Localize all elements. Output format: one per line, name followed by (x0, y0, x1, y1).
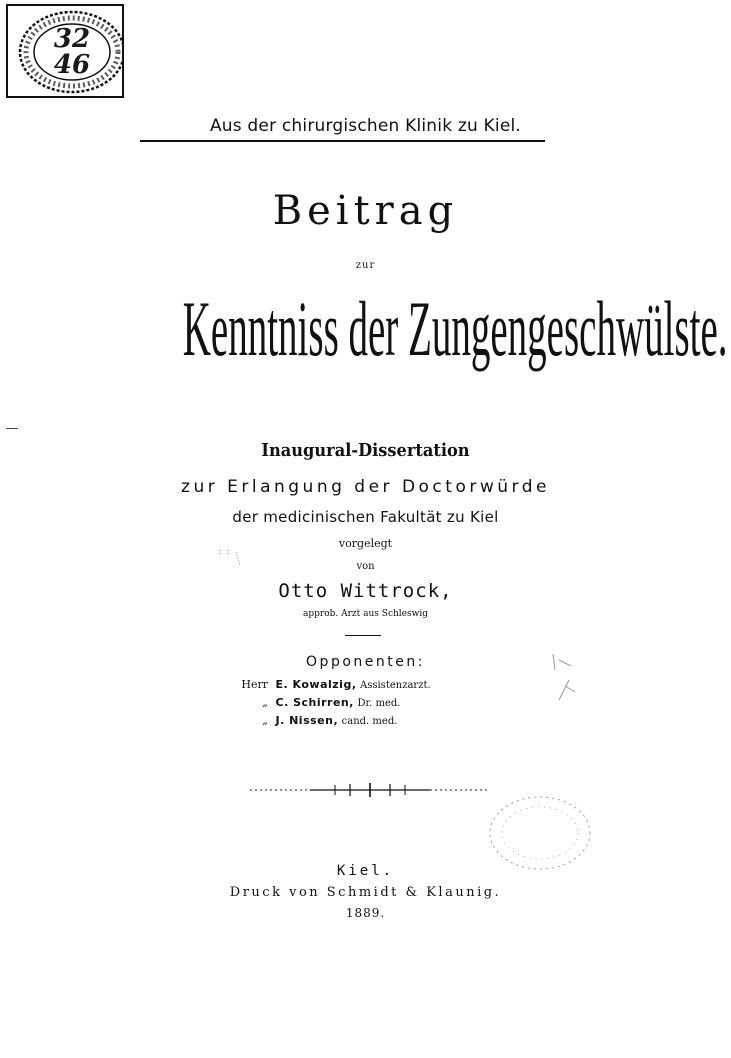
opponent-name: J. Nissen, (275, 714, 339, 727)
author-description: approb. Arzt aus Schleswig (303, 609, 428, 619)
opponents-heading: Opponenten: (306, 654, 425, 670)
institution-heading: Aus der chirurgischen Klinik zu Kiel. (209, 116, 522, 136)
imprint-year: 1889. (345, 906, 386, 920)
opponent-name: C. Schirren, (275, 696, 354, 709)
opponent-prefix: „ (262, 696, 268, 709)
opponent-role: Dr. med. (357, 698, 401, 709)
bleed-through-stamp-mark (485, 793, 595, 873)
opponent-prefix: Herr (241, 678, 268, 691)
opponent-role: cand. med. (341, 716, 398, 727)
margin-tick (6, 428, 18, 429)
header-rule (140, 140, 545, 142)
dissertation-purpose: zur Erlangung der Doctorwürde (181, 477, 550, 497)
title-beitrag: Beitrag (272, 188, 459, 234)
imprint-city: Kiel. (336, 863, 395, 879)
opponent-prefix: „ (262, 714, 268, 727)
imprint-printer: Druck von Schmidt & Klaunig. (229, 885, 502, 900)
opponent-name: E. Kowalzig, (275, 678, 357, 691)
opponents-list (238, 676, 498, 730)
faculty-line: der medicinischen Fakultät zu Kiel (232, 508, 499, 526)
main-title: Kenntniss der Zungengeschwülste. (182, 285, 728, 372)
stamp-shelf-mark: 32 46 (53, 24, 91, 80)
opponent-row (238, 676, 498, 694)
submitted-label: vorgelegt (338, 537, 393, 550)
by-label: von (356, 561, 375, 572)
opponent-role: Assistenzarzt. (360, 680, 431, 691)
title-connector: zur (355, 260, 376, 271)
author-name: Otto Wittrock, (278, 580, 453, 602)
library-stamp (6, 4, 124, 98)
dissertation-type: Inaugural-Dissertation (261, 440, 470, 461)
opponent-row (238, 712, 498, 730)
short-divider (345, 635, 381, 636)
opponent-row (238, 694, 498, 712)
decorative-ornament (250, 783, 490, 797)
